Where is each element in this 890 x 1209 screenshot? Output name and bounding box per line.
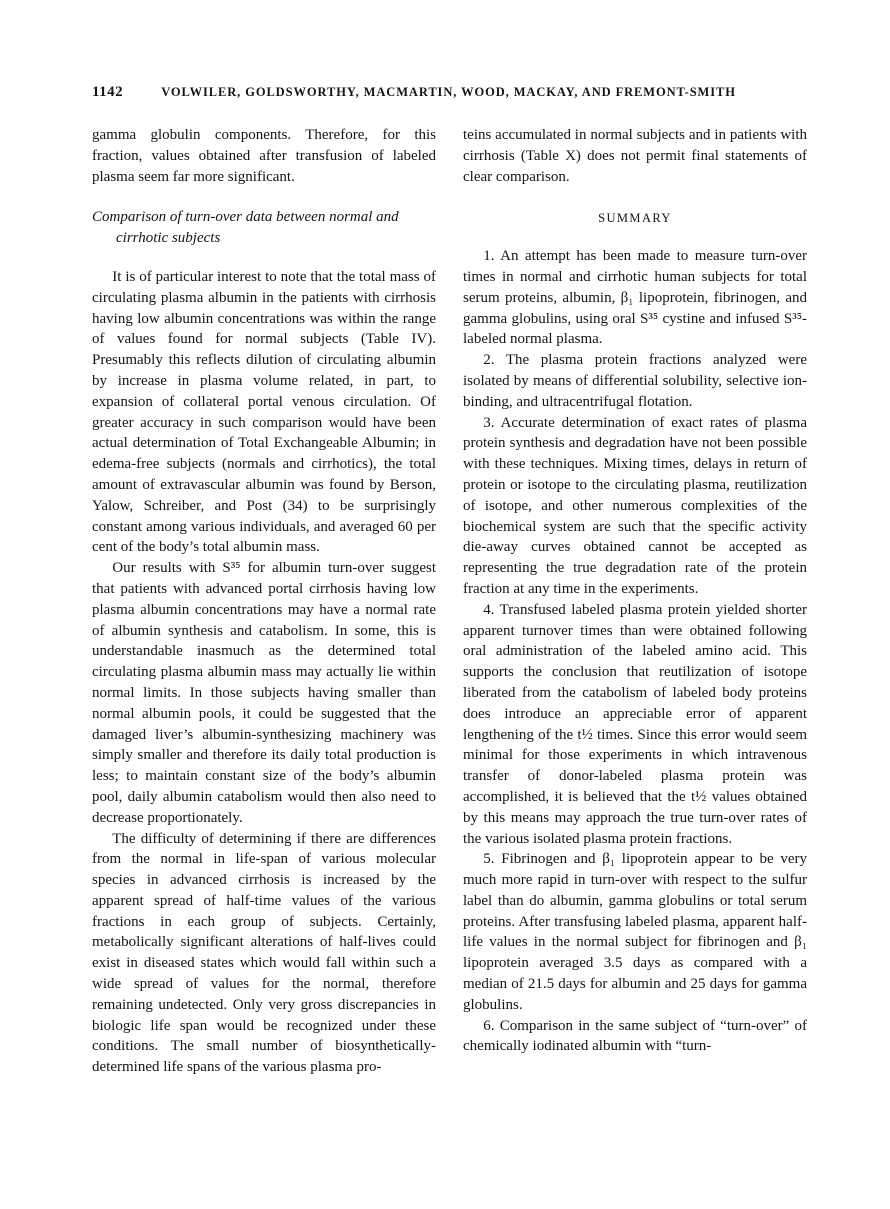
- page-header: [92, 84, 808, 101]
- left-paragraph-2: Our results with S³⁵ for albumin turn-over suggest that patients with advanced portal cirrhosis having low plasma albumin concentrations may have a normal rate of albumin synthesis and catabolism. In some, this is understandable inasmuch as the determined total circulating plasma albumin mass may actually lie within normal limits. In those subjects having smaller than normal albumin pools, it could be suggested that the damaged liver’s albumin-synthesizing machinery was simply smaller and therefore its daily total production is less; to maintain constant size of the body’s albumin pool, daily albumin catabolism would then also need to decrease proportionately.: [92, 560, 436, 826]
- left-paragraph-1: It is of particular interest to note that the total mass of circulating plasma albumin in the patients with cirrhosis having low albumin concentrations was within the range of values found for normal subjects (Table IV). Presumably this reflects dilution of circulating albumin by increase in plasma volume related, in part, to expansion of collateral portal venous circulation. Of greater accuracy in such comparison would have been actual determination of Total Exchangeable Albumin; in edema-free subjects (normals and cirrhotics), the total amount of extravascular albumin was found by Berson, Yalow, Schreiber, and Post (34) to be surprisingly constant among various individuals, and averaged 60 per cent of the body’s total albumin mass.: [92, 268, 436, 556]
- summary-point-6: 6. Comparison in the same subject of “turn-over” of chemically iodinated albumin with “turn-: [463, 1017, 807, 1055]
- running-title: VOLWILER, GOLDSWORTHY, MACMARTIN, WOOD, MACKAY, AND FREMONT-SMITH: [161, 85, 736, 99]
- summary-heading: SUMMARY: [598, 211, 672, 226]
- right-column: [463, 125, 807, 1078]
- summary-point-2: 2. The plasma protein fractions analyzed were isolated by means of differential solubility, selective ion-binding, and ultracentrifugal flotation.: [463, 352, 807, 410]
- page-number: 1142: [92, 84, 124, 100]
- summary-point-1: 1. An attempt has been made to measure turn-over times in normal and cirrhotic human subjects for total serum proteins, albumin, β₁ lipoprotein, fibrinogen, and gamma globulins, using oral S³⁵ cystine and infused S³⁵-labeled normal plasma.: [463, 248, 807, 348]
- left-paragraph-3: The difficulty of determining if there are differences from the normal in life-span of various molecular species in advanced cirrhosis is increased by the apparent spread of half-time values of the various fractions in each group of subjects. Certainly, metabolically significant alterations of half-lives could exist in diseased states which would fall within such a wide spread of values for the normal, therefore remaining undetected. Only very gross discrepancies in biologic life span would be recognized under these conditions. The small number of biosynthetically-determined life spans of the various plasma pro-: [92, 830, 436, 1076]
- left-continuation-paragraph: gamma globulin components. Therefore, for this fraction, values obtained after transfusion of labeled plasma seem far more significant.: [92, 127, 436, 185]
- two-column-body: [92, 125, 808, 1078]
- right-continuation-paragraph: teins accumulated in normal subjects and in patients with cirrhosis (Table X) does not permit final statements of clear comparison.: [463, 127, 807, 185]
- summary-point-4: 4. Transfused labeled plasma protein yielded shorter apparent turnover times than were obtained following oral administration of the labeled amino acid. This supports the conclusion that reutilization of isotope liberated from the catabolism of labeled body proteins does introduce an appreciable error of apparent lengthening of the t½ times. Since this error would seem minimal for those experiments in which intravenous transfer of donor-labeled plasma protein was accomplished, it is believed that the t½ values obtained by this means may approach the true turn-over rates of the various isolated plasma protein fractions.: [463, 601, 807, 847]
- section-heading: Comparison of turn-over data between normal and cirrhotic subjects: [92, 209, 399, 247]
- summary-point-5: 5. Fibrinogen and β₁ lipoprotein appear to be very much more rapid in turn-over with respect to the sulfur label than do albumin, gamma globulins or total serum proteins. After transfusing labeled plasma, apparent half-life values in the normal subject for fibrinogen and β₁ lipoprotein averaged 3.5 days as compared with a median of 21.5 days for albumin and 25 days for gamma globulins.: [463, 851, 807, 1013]
- left-column: [92, 125, 436, 1078]
- summary-point-3: 3. Accurate determination of exact rates of plasma protein synthesis and degradation have not been possible with these techniques. Mixing times, delays in return of protein or isotope to the circulating plasma, reutilization of isotope, and other numerous complexities of the biochemical system are such that the specific activity die-away curves obtained cannot be accepted as representing the true degradation rate of the protein fraction at any time in the experiments.: [463, 414, 807, 597]
